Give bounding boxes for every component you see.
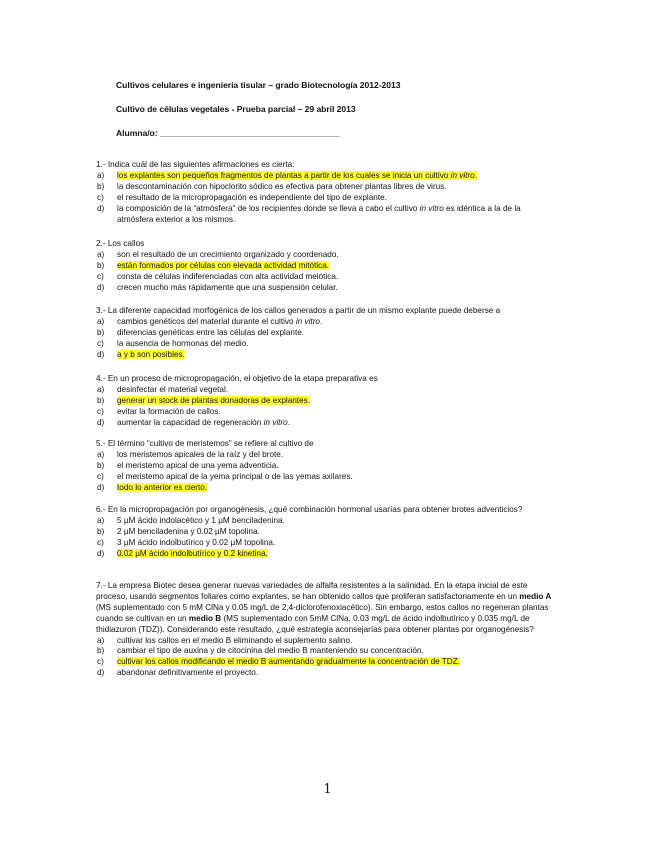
option-4c: c) evitar la formación de callos. — [97, 406, 221, 416]
option-1b: b) la descontaminación con hipoclorito sódico es efectiva para obtener plantas libres de virus. — [97, 181, 447, 191]
option-7b: b) cambiar el tipo de auxina y de citocinina del medio B manteniendo su concentración. — [97, 646, 424, 656]
question-7 — [96, 581, 556, 679]
option-6b: b) 2 µM benciladenina y 0.02 µM topolina. — [97, 526, 260, 536]
option-1a: a) los explantes son pequeños fragmentos de plantas a partir de los cuales se inicia un cultivo in vitro. — [97, 170, 478, 180]
option-7c: c) cultivar los callos modificando el medio B aumentando gradualmente la concentración de TDZ. — [97, 657, 460, 667]
question-stem: 7.- La empresa Biotec desea generar nuevas variedades de alfalfa resistentes a la salinidad. En la etapa inicial de este proceso, usando segmentos foliares como explantes, se han obtenido callos que proliferan satisfactoriamente en un medio A (MS suplementado con 5 mM ClNa y 0.05 mg/L de 2,4-diclorofenoxiacético). Sin embargo, estos callos no regeneran plantas cuando se cultivan en un medio B (MS suplementado con 5mM ClNa, 0.03 mg/L de ácido indolbutírico y 0.035 mg/L de thidiazuron (TDZ)). Considerando este resultado, ¿qué estrategia aconsejarías para obtener plantas por organogénesis? — [96, 581, 552, 634]
option-6c: c) 3 µM ácido indolbutírico y 0.02 µM topolina. — [97, 537, 276, 547]
option-5c: c) el meristemo apical de la yema principal o de las yemas axilares. — [97, 471, 353, 481]
option-3d: d) a y b son posibles. — [97, 349, 185, 359]
option-6a: a) 5 µM ácido indolacético y 1 µM benciladenina. — [97, 515, 285, 525]
option-2b: b) están formados por células con elevada actividad mitótica. — [97, 260, 330, 270]
option-7d: d) abandonar definitivamente el proyecto. — [97, 668, 259, 678]
question-6 — [96, 505, 556, 560]
question-stem: 6.- En la micropropagación por organogénesis, ¿qué combinación hormonal usarías para obtener brotes adventicios? — [96, 505, 523, 514]
highlighted-answer: a y b son posibles. — [117, 349, 185, 359]
highlighted-answer: cultivar los callos modificando el medio B aumentando gradualmente la concentración de TDZ. — [117, 657, 460, 667]
option-5b: b) el meristemo apical de una yema adventicia. — [97, 460, 279, 470]
option-6d: d) 0.02 µM ácido indolbutírico y 0.2 kinetina. — [97, 548, 268, 558]
question-stem: 1.- Indica cuál de las siguientes afirmaciones es cierta: — [96, 160, 295, 169]
option-4d: d) aumentar la capacidad de regeneración in vitro. — [97, 417, 290, 427]
highlighted-answer: 0.02 µM ácido indolbutírico y 0.2 kinetina. — [117, 548, 268, 558]
option-7a: a) cultivar los callos en el medio B eliminando el suplemento salino. — [97, 635, 353, 645]
question-2 — [96, 239, 556, 294]
highlighted-answer: generar un stock de plantas donadoras de explantes. — [117, 395, 310, 405]
page-number: 1 — [323, 782, 332, 797]
question-stem: 3.- La diferente capacidad morfogénica de los callos generados a partir de un mismo explante puede deberse a — [96, 306, 501, 315]
highlighted-answer: están formados por células con elevada actividad mitótica. — [117, 260, 330, 270]
question-stem: 5.- El término “cultivo de meristemos” se refiere al cultivo de — [96, 439, 314, 448]
option-2a: a) son el resultado de un crecimiento organizado y coordenado. — [97, 249, 339, 259]
option-4a: a) desinfectar el material vegetal. — [97, 384, 229, 394]
option-2d: d) crecen mucho más rápidamente que una suspensión celular. — [97, 282, 338, 292]
student-name-line: Alumna/o: ______________________________________ — [116, 128, 340, 138]
highlighted-answer: los explantes son pequeños fragmentos de plantas a partir de los cuales se inicia un cultivo in vitro. — [117, 170, 478, 180]
exam-title: Cultivo de células vegetales - Prueba parcial – 29 abril 2013 — [116, 104, 356, 114]
question-stem: 4.- En un proceso de micropropagación, el objetivo de la etapa preparativa es — [96, 374, 378, 383]
option-4b: b) generar un stock de plantas donadoras de explantes. — [97, 395, 310, 405]
course-title: Cultivos celulares e ingeniería tisular – grado Biotecnología 2012-2013 — [116, 80, 401, 90]
option-3a: a) cambios genéticos del material durante el cultivo in vitro. — [97, 316, 323, 326]
option-5a: a) los meristemos apicales de la raíz y del brote. — [97, 449, 284, 459]
option-3b: b) diferencias genéticas entre las células del explante. — [97, 327, 305, 337]
option-3c: c) la ausencia de hormonas del medio. — [97, 338, 249, 348]
option-1c: c) el resultado de la micropropagación es independiente del tipo de explante. — [97, 192, 387, 202]
option-2c: c) consta de células indiferenciadas con alta actividad meiótica. — [97, 271, 339, 281]
question-1 — [96, 160, 556, 225]
highlighted-answer: todo lo anterior es cierto. — [117, 482, 208, 492]
question-5 — [96, 439, 556, 494]
option-5d: d) todo lo anterior es cierto. — [97, 482, 208, 492]
question-4 — [96, 374, 556, 429]
question-3 — [96, 306, 556, 361]
question-stem: 2.- Los callos — [96, 239, 145, 248]
option-1d: d) la composición de la “atmósfera” de los recipientes donde se lleva a cabo el cultivo in vitro es idéntica a la de la atmósfera exterior a los mismos. — [97, 203, 521, 224]
